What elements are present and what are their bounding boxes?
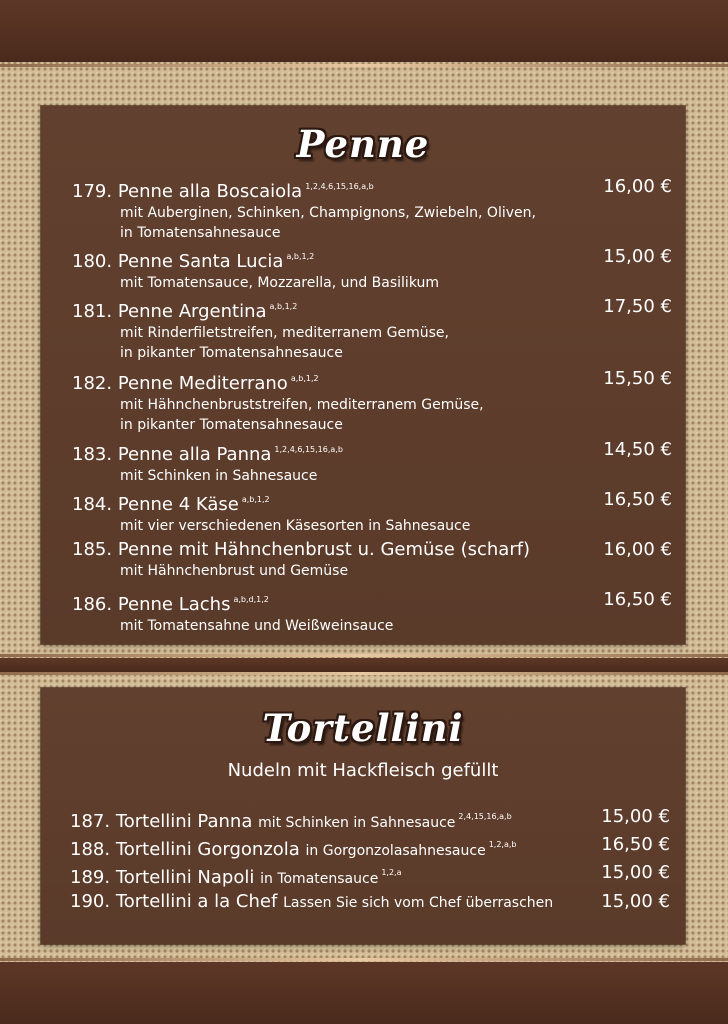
item-name: Penne alla Boscaiola [117,181,303,202]
item-allergens: a,b,1,2 [290,374,319,383]
item-number: 183. [72,444,113,465]
mid-rail-upper [0,654,728,657]
item-description: mit Hähnchenbruststreifen, mediterranem Gemüse, [120,397,484,413]
top-band [0,0,728,62]
item-description-line2: in pikanter Tomatensahnesauce [120,417,343,433]
menu-item-190 [70,891,670,914]
item-price: 16,50 € [603,489,672,510]
item-price: 15,00 € [601,891,670,912]
tortellini-title: Tortellini [262,706,464,750]
item-number: 184. [72,494,113,515]
item-description-line2: in Tomatensahnesauce [120,225,281,241]
item-number: 188. [70,839,111,860]
item-description-line2: in pikanter Tomatensahnesauce [120,345,343,361]
menu-item-184 [72,489,672,536]
item-name: Tortellini Napoli [115,867,255,888]
item-allergens: 1,2,a,b [488,840,517,849]
item-price: 16,00 € [603,539,672,560]
item-price: 16,00 € [603,176,672,197]
menu-item-189 [70,862,670,890]
item-number: 182. [72,373,113,394]
item-number: 179. [72,181,113,202]
top-rail [0,64,728,67]
bottom-band [0,962,728,1024]
item-price: 14,50 € [603,439,672,460]
menu-item-185 [72,539,672,581]
item-name: Tortellini Gorgonzola [115,839,300,860]
tortellini-section [41,688,685,944]
item-name: Penne mit Hähnchenbrust u. Gemüse (scharf) [117,539,531,560]
item-price: 15,50 € [603,368,672,389]
item-description: Lassen Sie sich vom Chef überraschen [283,895,554,911]
middle-band [0,658,728,672]
item-allergens: a,b,1,2 [269,302,298,311]
item-description: in Gorgonzolasahnesauce [305,843,486,859]
item-number: 186. [72,594,113,615]
mid-rail-lower [0,672,728,675]
item-description: mit Auberginen, Schinken, Champignons, Zwiebeln, Oliven, [120,205,536,221]
item-name: Penne Lachs [117,594,231,615]
item-description: mit Tomatensahne und Weißweinsauce [120,618,394,634]
item-allergens: 1,2,4,6,15,16,a,b [274,445,343,454]
item-price: 16,50 € [603,589,672,610]
item-allergens: a,b,1,2 [241,495,270,504]
item-description: mit Schinken in Sahnesauce [258,815,456,831]
tortellini-subtitle: Nudeln mit Hackfleisch gefüllt [227,760,499,781]
item-description: mit Hähnchenbrust und Gemüse [120,563,349,579]
item-number: 189. [70,867,111,888]
penne-title: Penne [296,122,430,166]
item-price: 16,50 € [601,834,670,855]
menu-item-180 [72,246,672,293]
item-allergens: a,b,1,2 [286,252,315,261]
item-name: Penne Argentina [117,301,267,322]
menu-item-183 [72,439,672,486]
item-number: 187. [70,811,111,832]
menu-item-181 [72,296,672,363]
menu-item-186 [72,589,672,636]
item-allergens: 2,4,15,16,a,b [458,812,512,821]
item-description: mit vier verschiedenen Käsesorten in Sahnesauce [120,518,471,534]
bottom-rail [0,958,728,961]
item-number: 180. [72,251,113,272]
penne-section [41,106,685,644]
item-description: mit Schinken in Sahnesauce [120,468,318,484]
menu-item-187 [70,806,670,834]
item-number: 190. [70,891,111,912]
item-name: Penne alla Panna [117,444,272,465]
item-allergens: a,b,d,1,2 [233,595,269,604]
item-number: 181. [72,301,113,322]
menu-item-182 [72,368,672,435]
item-name: Penne 4 Käse [117,494,239,515]
item-price: 15,00 € [603,246,672,267]
item-description: mit Rinderfiletstreifen, mediterranem Gemüse, [120,325,449,341]
item-allergens: 1,2,a [381,868,402,877]
item-name: Tortellini a la Chef [115,891,278,912]
menu-item-188 [70,834,670,862]
item-name: Penne Mediterrano [117,373,288,394]
menu-item-179 [72,176,672,243]
item-number: 185. [72,539,113,560]
item-price: 17,50 € [603,296,672,317]
item-description: in Tomatensauce [260,871,379,887]
item-allergens: 1,2,4,6,15,16,a,b [305,182,374,191]
item-name: Penne Santa Lucia [117,251,284,272]
item-price: 15,00 € [601,862,670,883]
item-name: Tortellini Panna [115,811,253,832]
item-description: mit Tomatensauce, Mozzarella, und Basilikum [120,275,440,291]
item-price: 15,00 € [601,806,670,827]
